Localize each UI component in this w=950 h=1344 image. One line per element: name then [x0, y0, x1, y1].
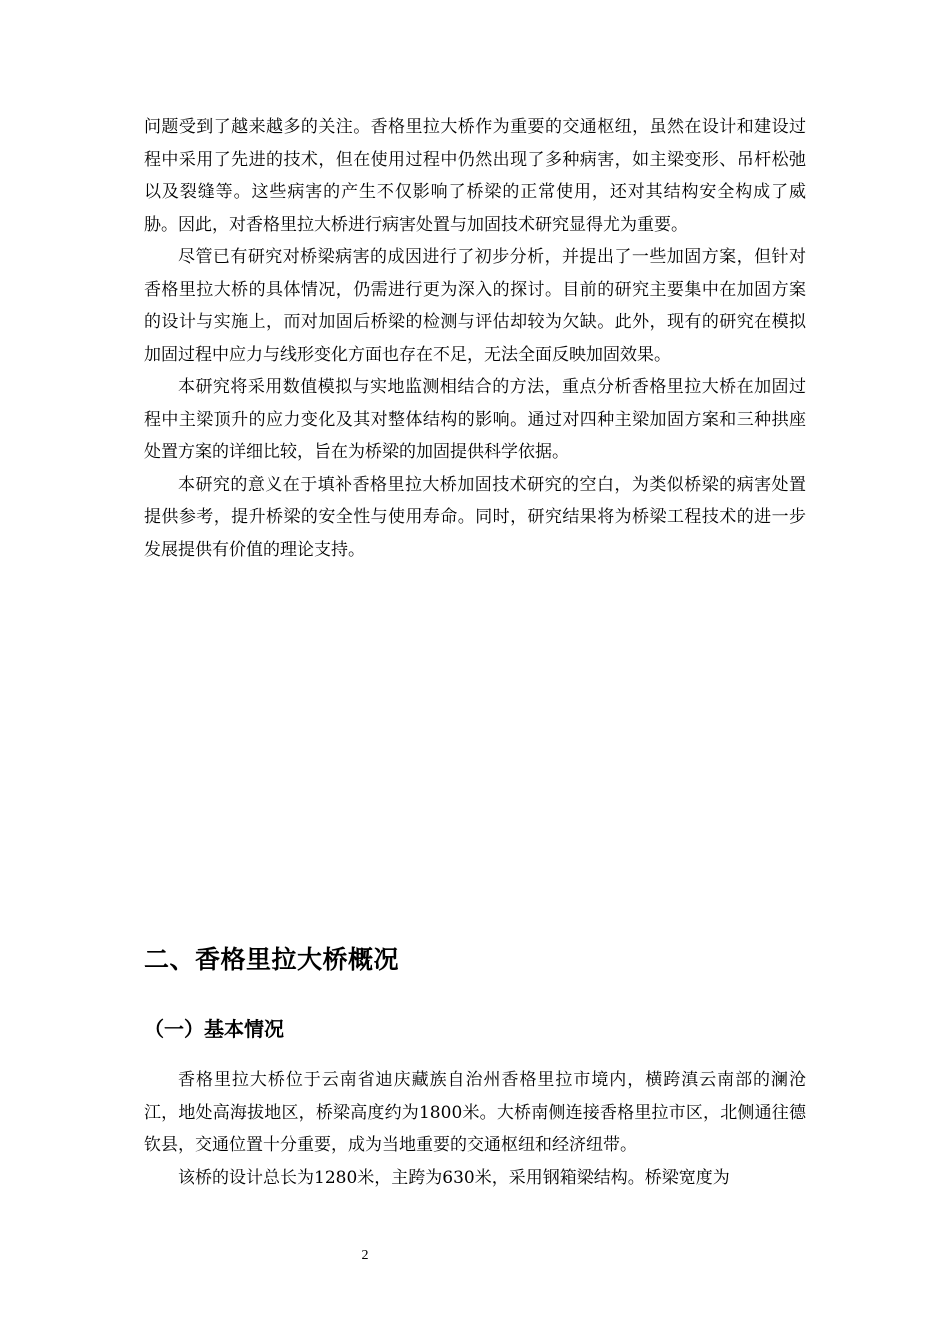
page-number: 2 — [361, 1248, 369, 1263]
intro-text-block — [144, 111, 806, 566]
intro-paragraph-4: 本研究的意义在于填补香格里拉大桥加固技术研究的空白，为类似桥梁的病害处置提供参考，提升桥梁的安全性与使用寿命。同时，研究结果将为桥梁工程技术的进一步发展提供有价值的理论支持。 — [144, 474, 806, 560]
intro-paragraph-1: 问题受到了越来越多的关注。香格里拉大桥作为重要的交通枢纽，虽然在设计和建设过程中采用了先进的技术，但在使用过程中仍然出现了多种病害，如主梁变形、吊杆松弛以及裂缝等。这些病害的产生不仅影响了桥梁的正常使用，还对其结构安全构成了威胁。因此，对香格里拉大桥进行病害处置与加固技术研究显得尤为重要。 — [144, 117, 806, 235]
section-heading: （一）基本情况 — [144, 1017, 284, 1041]
intro-paragraph-3: 本研究将采用数值模拟与实地监测相结合的方法，重点分析香格里拉大桥在加固过程中主梁顶升的应力变化及其对整体结构的影响。通过对四种主梁加固方案和三种拱座处置方案的详细比较，旨在为桥梁的加固提供科学依据。 — [144, 377, 806, 462]
chapter-heading: 二、香格里拉大桥概况 — [144, 945, 400, 974]
section-paragraph-2: 该桥的设计总长为1280米，主跨为630米，采用钢箱梁结构。桥梁宽度为 — [178, 1167, 730, 1188]
section-text-block — [144, 1064, 806, 1194]
section-paragraph-1: 香格里拉大桥位于云南省迪庆藏族自治州香格里拉市境内，横跨滇云南部的澜沧江，地处高海拔地区，桥梁高度约为1800米。大桥南侧连接香格里拉市区，北侧通往德钦县，交通位置十分重要，成为当地重要的交通枢纽和经济纽带。 — [144, 1070, 806, 1155]
intro-paragraph-2: 尽管已有研究对桥梁病害的成因进行了初步分析，并提出了一些加固方案，但针对香格里拉大桥的具体情况，仍需进行更为深入的探讨。目前的研究主要集中在加固方案的设计与实施上，而对加固后桥梁的检测与评估却较为欠缺。此外，现有的研究在模拟加固过程中应力与线形变化方面也存在不足，无法全面反映加固效果。 — [144, 247, 806, 365]
